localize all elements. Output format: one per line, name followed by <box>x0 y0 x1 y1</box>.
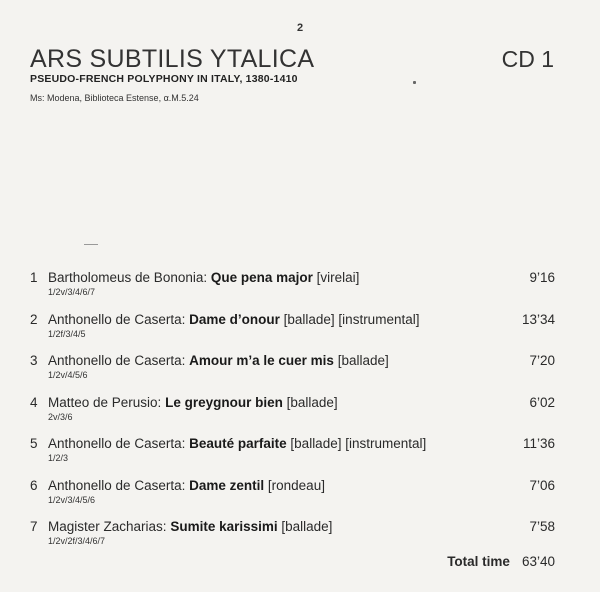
print-speck <box>413 81 416 84</box>
track-voices: 1/2v/3/4/5/6 <box>48 494 96 505</box>
track-number: 5 <box>30 436 38 451</box>
track-form: [ballade] <box>286 394 338 410</box>
track-number: 7 <box>30 519 38 534</box>
track-form: [ballade] <box>337 353 389 368</box>
track-voices: 1/2v/2f/3/4/6/7 <box>48 536 106 546</box>
track-work: Beauté parfaite <box>189 436 287 451</box>
manuscript-source: Ms: Modena, Biblioteca Estense, α.M.5.24 <box>30 93 199 103</box>
total-time-label: Total time <box>447 554 510 569</box>
track-work: Le greygnour bien <box>165 394 283 410</box>
track-number: 6 <box>30 477 38 493</box>
album-subtitle: PSEUDO-FRENCH POLYPHONY IN ITALY, 1380-1410 <box>30 73 298 85</box>
album-title: ARS SUBTILIS YTALICA <box>30 45 315 73</box>
divider-dash <box>84 244 98 245</box>
track-work: Sumite karissimi <box>170 519 278 534</box>
track-voices: 1/2f/3/4/5 <box>48 328 86 339</box>
track-number: 4 <box>30 394 38 410</box>
track-work: Que pena major <box>210 270 313 285</box>
track-row <box>30 393 555 435</box>
track-duration: 11’36 <box>522 436 555 451</box>
total-time <box>447 552 555 572</box>
track-work: Amour m’a le cuer mis <box>189 353 334 368</box>
track-voices: 1/2/3 <box>48 453 69 463</box>
track-voices: 2v/3/6 <box>48 411 73 422</box>
track-composer: Magister Zacharias: <box>48 519 167 534</box>
track-voices: 1/2v/3/4/6/7 <box>48 287 96 297</box>
track-form: [ballade] <box>281 519 333 534</box>
track-duration: 7’20 <box>529 353 555 368</box>
track-work: Dame d’onour <box>189 311 280 327</box>
track-number: 2 <box>30 311 38 327</box>
track-duration: 6’02 <box>529 394 555 410</box>
track-composer: Anthonello de Caserta: <box>48 477 186 493</box>
page-number: 2 <box>296 22 304 34</box>
track-row <box>30 434 555 476</box>
track-number: 3 <box>30 353 38 368</box>
track-row <box>30 310 555 352</box>
track-form: [virelai] <box>316 270 360 285</box>
total-time-value: 63’40 <box>521 554 555 569</box>
track-composer: Anthonello de Caserta: <box>48 353 186 368</box>
track-work: Dame zentil <box>189 477 265 493</box>
track-composer: Anthonello de Caserta: <box>48 436 186 451</box>
track-duration: 13’34 <box>521 311 555 327</box>
track-list <box>30 268 555 559</box>
track-row <box>30 476 555 518</box>
track-duration: 9’16 <box>529 270 555 285</box>
track-form: [ballade] [instrumental] <box>283 311 420 327</box>
track-composer: Matteo de Perusio: <box>48 394 162 410</box>
track-row <box>30 268 555 310</box>
track-duration: 7’06 <box>529 477 555 493</box>
track-composer: Bartholomeus de Bononia: <box>48 270 208 285</box>
track-voices: 1/2v/4/5/6 <box>48 370 88 380</box>
header <box>30 46 570 104</box>
track-composer: Anthonello de Caserta: <box>48 311 186 327</box>
track-number: 1 <box>30 270 38 285</box>
track-row <box>30 351 555 393</box>
track-form: [rondeau] <box>267 477 325 493</box>
cd-label: CD 1 <box>501 46 554 72</box>
track-form: [ballade] [instrumental] <box>290 436 427 451</box>
track-duration: 7’58 <box>529 519 555 534</box>
